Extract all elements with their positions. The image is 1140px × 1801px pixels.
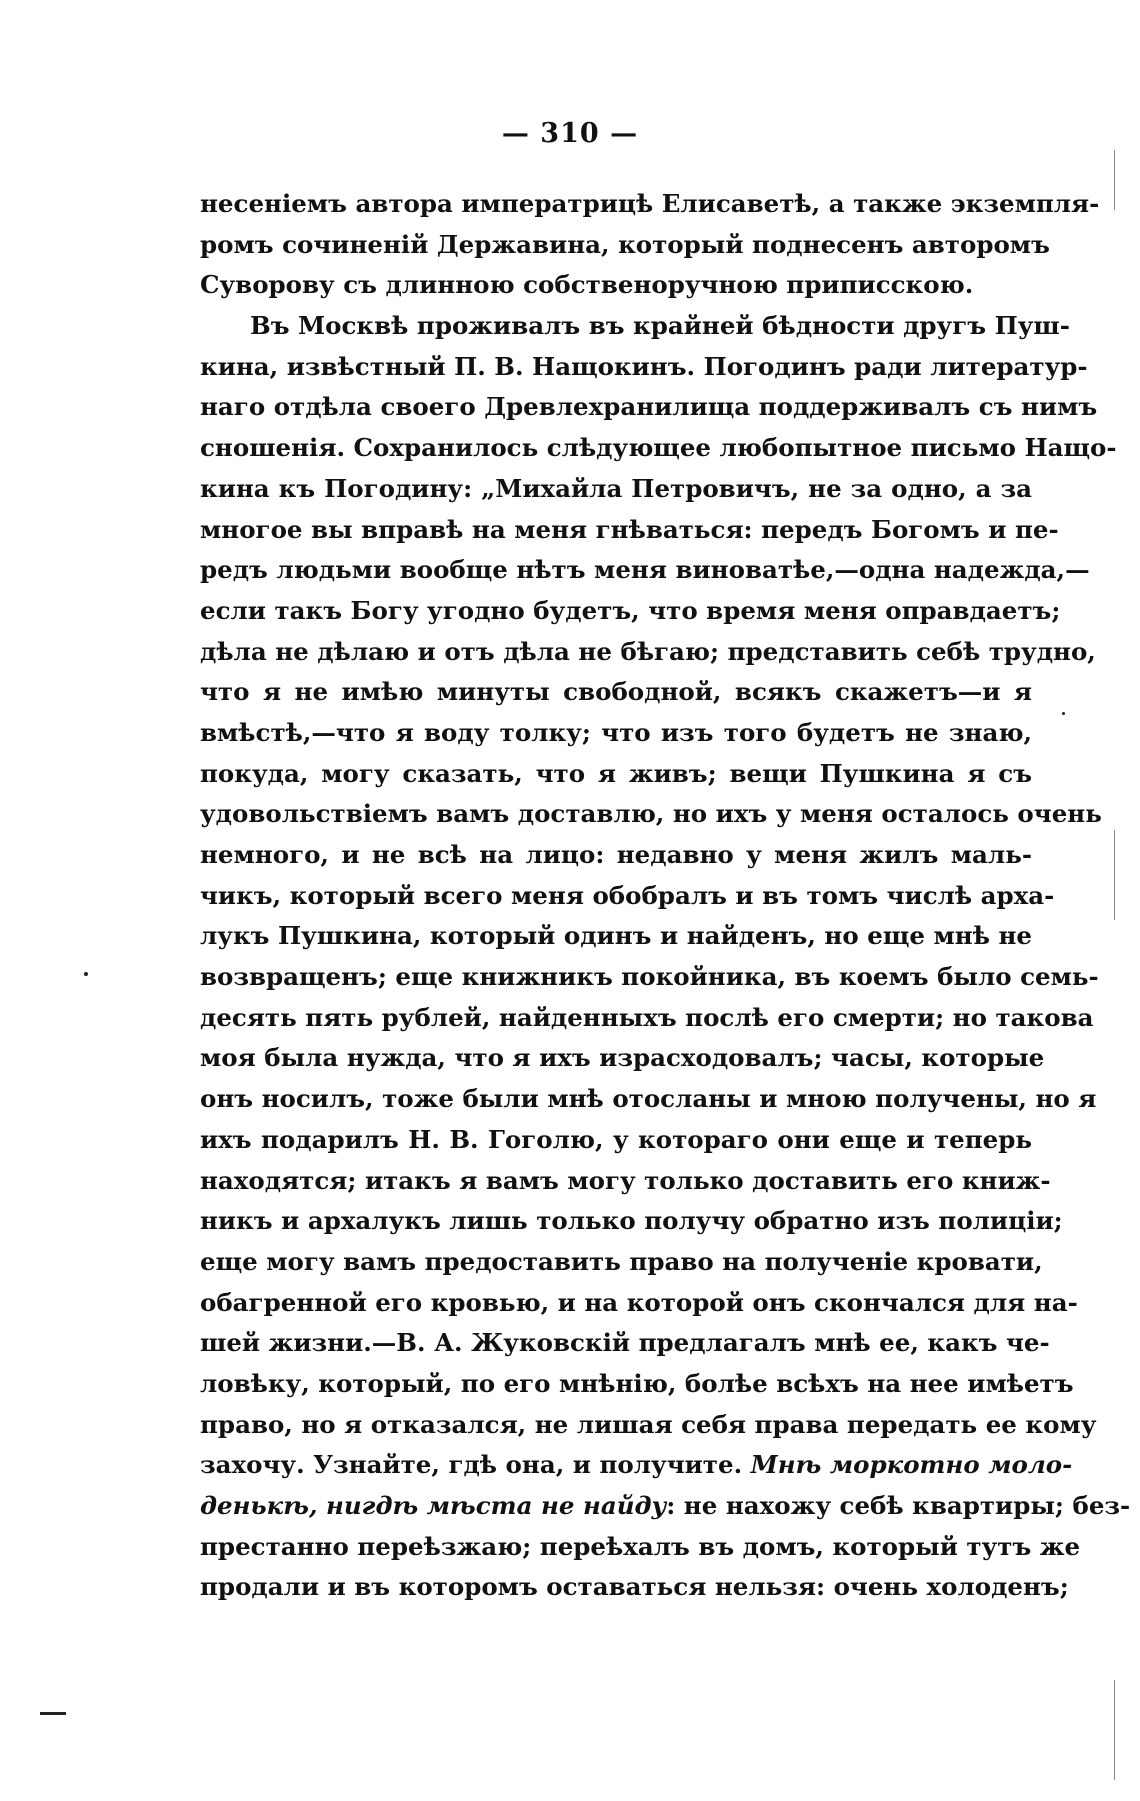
text-line: захочу. Узнайте, гдѣ она, и получите. Мнѣ моркотно моло- (200, 1450, 1073, 1480)
text-line: если такъ Богу угодно будетъ, что время меня оправдаетъ; (200, 595, 1061, 625)
text-line: онъ носилъ, тоже были мнѣ отосланы и мною получены, но я (200, 1084, 1097, 1114)
italic-quote: Мнѣ моркотно моло- (750, 1450, 1073, 1480)
paragraph-1 (200, 184, 1100, 306)
italic-quote: денькѣ, нигдѣ мѣста не найду (200, 1491, 667, 1520)
text-line: возвращенъ; еще книжникъ покойника, въ коемъ было семь- (200, 962, 1099, 992)
scan-edge (1114, 1680, 1115, 1780)
text-line: кина къ Погодину: „Михайла Петровичъ, не за одно, а за (200, 473, 1032, 503)
scan-dot (84, 972, 88, 976)
text-line: Суворову съ длинною собственоручною приписскою. (200, 270, 974, 300)
text-line: никъ и архалукъ лишь только получу обратно изъ полиціи; (200, 1206, 1063, 1236)
text-line: ромъ сочиненій Державина, который поднесенъ авторомъ (200, 229, 1050, 259)
text-line: Въ Москвѣ проживалъ въ крайней бѣдности другъ Пуш- (250, 311, 1070, 341)
text-line: ловѣку, который, по его мнѣнію, болѣе всѣхъ на нее имѣетъ (200, 1368, 1074, 1398)
text-line: что я не имѣю минуты свободной, всякъ скажетъ—и я (200, 677, 1032, 707)
text-line: несеніемъ автора императрицѣ Елисаветѣ, а также экземпля- (200, 189, 1100, 218)
scan-dot (1062, 712, 1065, 715)
text-line: дѣла не дѣлаю и отъ дѣла не бѣгаю; представить себѣ трудно, (200, 636, 1096, 666)
text-line: кина, извѣстный П. В. Нащокинъ. Погодинъ ради литератур- (200, 351, 1088, 381)
text-line: моя была нужда, что я ихъ израсходовалъ; часы, которые (200, 1043, 1045, 1073)
text-line: лукъ Пушкина, который одинъ и найденъ, но еще мнѣ не (200, 921, 1032, 951)
text-line: обагренной его кровью, и на которой онъ скончался для на- (200, 1287, 1078, 1317)
text-line: многое вы вправѣ на меня гнѣваться: передъ Богомъ и пе- (200, 514, 1059, 544)
text-line: наго отдѣла своего Древлехранилища поддерживалъ съ нимъ (200, 392, 1098, 422)
text-line: денькѣ, нигдѣ мѣста не найду: не нахожу себѣ квартиры; без- (200, 1491, 1131, 1520)
text-line: еще могу вамъ предоставить право на полученіе кровати, (200, 1246, 1043, 1276)
text-line: вмѣстѣ,—что я воду толку; что изъ того будетъ не знаю, (200, 717, 1032, 747)
page-number: — 310 — (501, 118, 639, 149)
text-line: сношенія. Сохранилось слѣдующее любопытное письмо Нащо- (200, 433, 1117, 463)
text-line: редъ людьми вообще нѣтъ меня виноватѣе,—одна надежда,— (200, 555, 1090, 585)
paragraph-2 (200, 306, 1131, 1608)
body-text (200, 184, 1131, 1608)
text-line: право, но я отказался, не лишая себя права передать ее кому (200, 1409, 1097, 1439)
text-line: покуда, могу сказать, что я живъ; вещи Пушкина я съ (200, 758, 1032, 788)
text-line: удовольствіемъ вамъ доставлю, но ихъ у меня осталось очень (200, 799, 1102, 829)
scan-dash (40, 1712, 66, 1715)
text-line: чикъ, который всего меня обобралъ и въ томъ числѣ арха- (200, 880, 1055, 910)
scan-edge (1114, 150, 1115, 210)
text-line: немного, и не всѣ на лицо: недавно у меня жилъ маль- (200, 840, 1032, 869)
text-line: ихъ подарилъ Н. В. Гоголю, у котораго они еще и теперь (200, 1124, 1032, 1154)
text-line: шей жизни.—В. А. Жуковскій предлагалъ мнѣ ее, какъ че- (200, 1328, 1050, 1358)
text-line: десять пять рублей, найденныхъ послѣ его смерти; но такова (200, 1002, 1094, 1032)
text-line: продали и въ которомъ оставаться нельзя: очень холоденъ; (200, 1572, 1069, 1602)
text-line: престанно переѣзжаю; переѣхалъ въ домъ, который тутъ же (200, 1531, 1081, 1561)
text-line: находятся; итакъ я вамъ могу только доставить его книж- (200, 1165, 1051, 1195)
scan-edge (1114, 830, 1115, 920)
